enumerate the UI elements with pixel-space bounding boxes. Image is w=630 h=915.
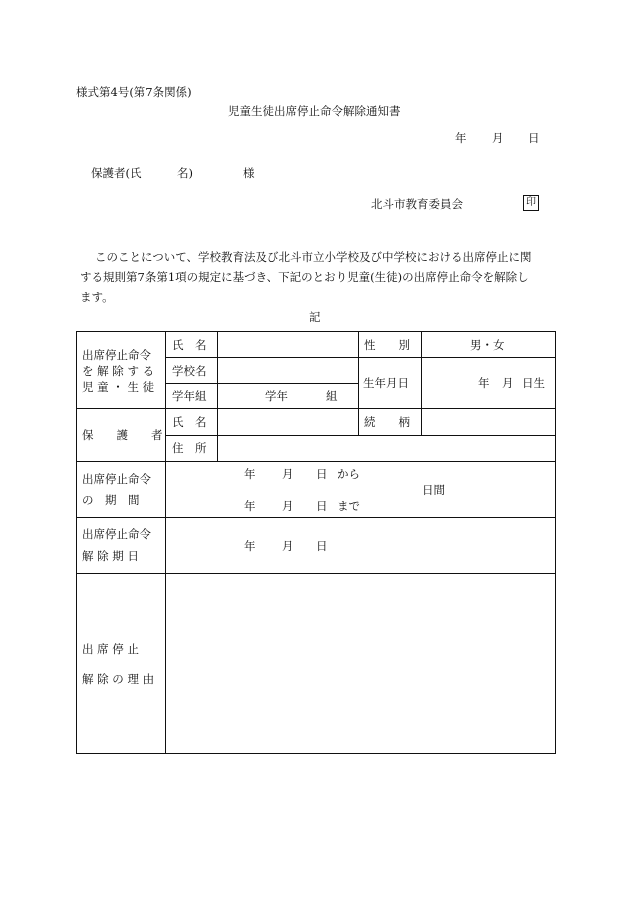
- period-from-suffix: から: [337, 467, 360, 481]
- release-month: 月: [282, 539, 294, 553]
- student-head-2: を 解 除 す る: [82, 364, 155, 378]
- reason-head-2: 解 除 の 理 由: [82, 672, 155, 686]
- student-head-1: 出席停止命令: [82, 348, 151, 362]
- release-head-2: 解 除 期 日: [82, 549, 139, 563]
- seal-mark: 印: [523, 195, 539, 211]
- addressee-honorific: 様: [243, 166, 255, 180]
- period-to-day: 日: [316, 499, 328, 513]
- date-year: 年: [455, 131, 467, 145]
- grade-class: 組: [326, 389, 338, 403]
- release-year: 年: [244, 539, 256, 553]
- release-day: 日: [316, 539, 328, 553]
- grade-year: 学年: [265, 389, 288, 403]
- sex-label: 性 別: [364, 338, 410, 352]
- period-days: 日間: [422, 483, 445, 497]
- addressee-name-suffix: 名): [177, 166, 193, 180]
- addressee-prefix: 保護者(氏: [91, 166, 142, 180]
- birth-day: 日生: [522, 376, 545, 390]
- period-to-month: 月: [282, 499, 294, 513]
- period-head-1: 出席停止命令: [82, 472, 151, 486]
- period-from-year: 年: [244, 467, 256, 481]
- body-line-3: ます。: [80, 290, 114, 304]
- form-number: 様式第4号(第7条関係): [76, 85, 192, 99]
- guardian-name-label: 氏 名: [172, 415, 207, 429]
- grade-label: 学年組: [172, 389, 207, 403]
- date-month: 月: [492, 131, 504, 145]
- body-line-1: このことについて、学校教育法及び北斗市立小学校及び中学校における出席停止に関: [95, 250, 532, 264]
- period-to-year: 年: [244, 499, 256, 513]
- document-title: 児童生徒出席停止命令解除通知書: [228, 104, 401, 118]
- student-head-3: 児 童 ・ 生 徒: [82, 380, 155, 394]
- sender-org: 北斗市教育委員会: [371, 197, 463, 211]
- sex-value: 男・女: [470, 338, 505, 352]
- period-from-month: 月: [282, 467, 294, 481]
- birth-year: 年: [478, 376, 490, 390]
- birth-label: 生年月日: [363, 376, 409, 390]
- reason-head-1: 出 席 停 止: [82, 642, 139, 656]
- release-head-1: 出席停止命令: [82, 527, 151, 541]
- period-head-2: の 期 間: [82, 493, 140, 507]
- period-from-day: 日: [316, 467, 328, 481]
- guardian-address-label: 住 所: [172, 441, 207, 455]
- ki-heading: 記: [309, 310, 321, 324]
- birth-month: 月: [502, 376, 514, 390]
- period-to-suffix: まで: [337, 499, 360, 513]
- school-label: 学校名: [172, 364, 207, 378]
- body-line-2: する規則第7条第1項の規定に基づき、下記のとおり児童(生徒)の出席停止命令を解除し: [80, 270, 529, 284]
- reason-field[interactable]: [170, 578, 550, 748]
- date-day: 日: [528, 131, 540, 145]
- student-name-label: 氏 名: [172, 338, 207, 352]
- relation-label: 続 柄: [364, 415, 410, 429]
- guardian-head: 保 護 者: [82, 428, 163, 442]
